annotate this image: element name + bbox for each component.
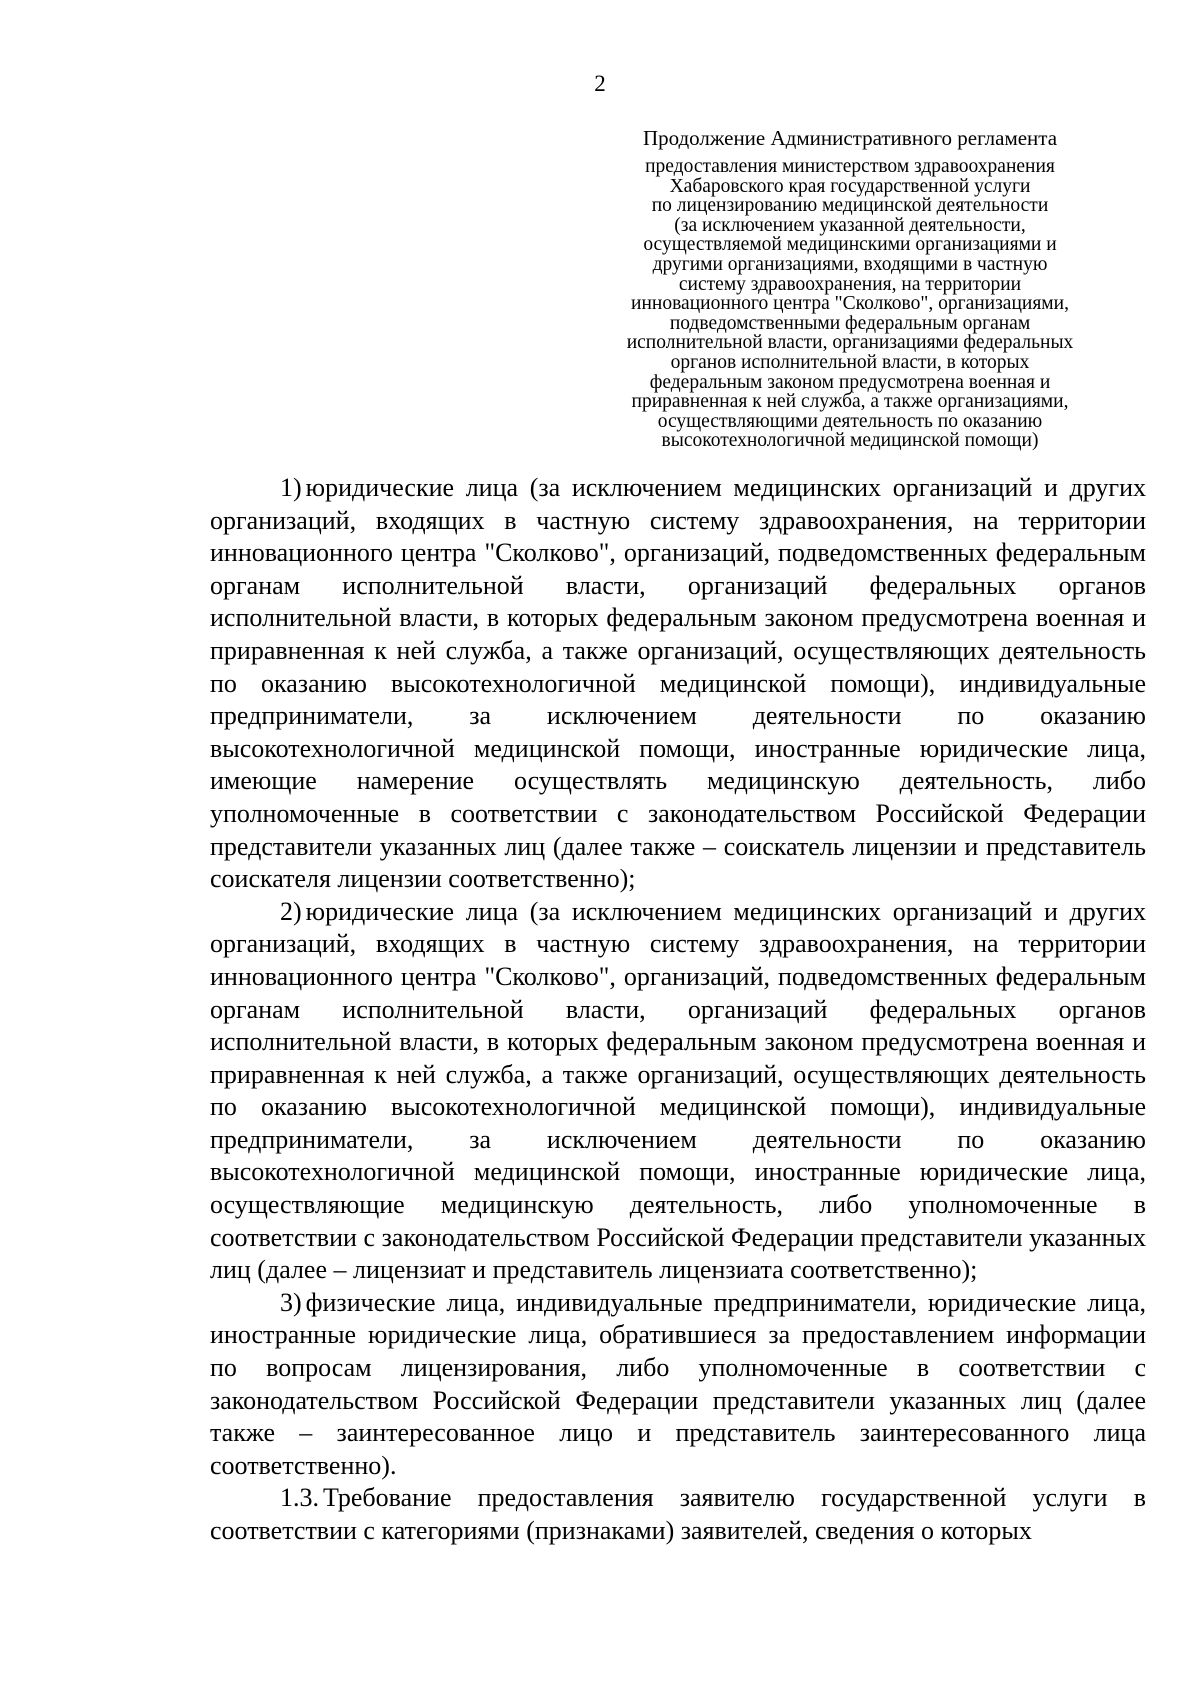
header-line: по лицензированию медицинской деятельности (651, 195, 1049, 217)
header-line: предоставления министерством здравоохранения (645, 156, 1055, 177)
header-line: (за исключением указанной деятельности, (674, 214, 1026, 236)
header-line: Хабаровского края государственной услуги (669, 175, 1031, 197)
document-header (580, 125, 1120, 451)
item-number: 2) (280, 896, 302, 926)
body-text (210, 472, 1146, 1548)
header-line: систему здравоохранения, на территории (678, 273, 1022, 295)
item-text: физические лица, индивидуальные предприниматели, юридические лица, иностранные юридические лица, обратившиеся за предоставлением информации по вопросам лицензирования, либо уполномоченные в соответствии с законодательством Российской Федерации представители указанных лиц (далее также – заинтересованное лицо и представитель заинтересованного лица соответственно). (210, 1287, 1146, 1480)
item-number: 1) (280, 473, 302, 502)
item-number: 3) (280, 1287, 302, 1317)
header-line: подведомственными федеральным органам (669, 312, 1031, 334)
header-lines (580, 157, 1120, 451)
header-line: приравненная к ней служба, а также организациями, (631, 391, 1069, 413)
paragraph-item-2 (210, 896, 1146, 1287)
header-line: федеральным законом предусмотрена военная и (649, 371, 1051, 393)
header-line: исполнительной власти, организациями федеральных (626, 332, 1074, 354)
section-number: 1.3. (280, 1483, 319, 1513)
section-text: Требование предоставления заявителю государственной услуги в соответствии с категориями (признаками) заявителей, сведения о которых (210, 1483, 1146, 1545)
header-line: высокотехнологичной медицинской помощи) (661, 430, 1039, 452)
paragraph-item-3 (210, 1287, 1146, 1483)
header-line: осуществляемой медицинскими организациями и (643, 234, 1057, 256)
header-line: инновационного центра "Сколково", организациями, (631, 293, 1069, 315)
item-text: юридические лица (за исключением медицинских организаций и других организаций, входящих в частную систему здравоохранения, на территории инновационного центра "Сколково", организаций, подведомственных федеральным органам исполнительной власти, организаций федеральных органов исполнительной власти, в которых федеральным законом предусмотрена военная и приравненная к ней служба, а также организаций, осуществляющих деятельность по оказанию высокотехнологичной медицинской помощи), индивидуальные предприниматели, за исключением деятельности по оказанию высокотехнологичной медицинской помощи, иностранные юридические лица, имеющие намерение осуществлять медицинскую деятельность, либо уполномоченные в соответствии с законодательством Российской Федерации представители указанных лиц (далее также – соискатель лицензии и представитель соискателя лицензии соответственно); (210, 473, 1146, 894)
item-text: юридические лица (за исключением медицинских организаций и других организаций, входящих в частную систему здравоохранения, на территории инновационного центра "Сколково", организаций, подведомственных федеральным органам исполнительной власти, организаций федеральных органов исполнительной власти, в которых федеральным законом предусмотрена военная и приравненная к ней служба, а также организаций, осуществляющих деятельность по оказанию высокотехнологичной медицинской помощи), индивидуальные предприниматели, за исключением деятельности по оказанию высокотехнологичной медицинской помощи, иностранные юридические лица, осуществляющие медицинскую деятельность, либо уполномоченные в соответствии с законодательством Российской Федерации представители указанных лиц (далее – лицензиат и представитель лицензиата соответственно); (210, 896, 1146, 1285)
header-line: другими организациями, входящими в частную (652, 253, 1048, 275)
header-line: осуществляющими деятельность по оказанию (657, 410, 1043, 432)
paragraph-item-1 (210, 472, 1146, 896)
page-number: 2 (594, 71, 606, 96)
paragraph-section-1-3 (210, 1482, 1146, 1547)
header-line: органов исполнительной власти, в которых (670, 351, 1030, 373)
header-title: Продолжение Административного регламента (642, 126, 1058, 150)
